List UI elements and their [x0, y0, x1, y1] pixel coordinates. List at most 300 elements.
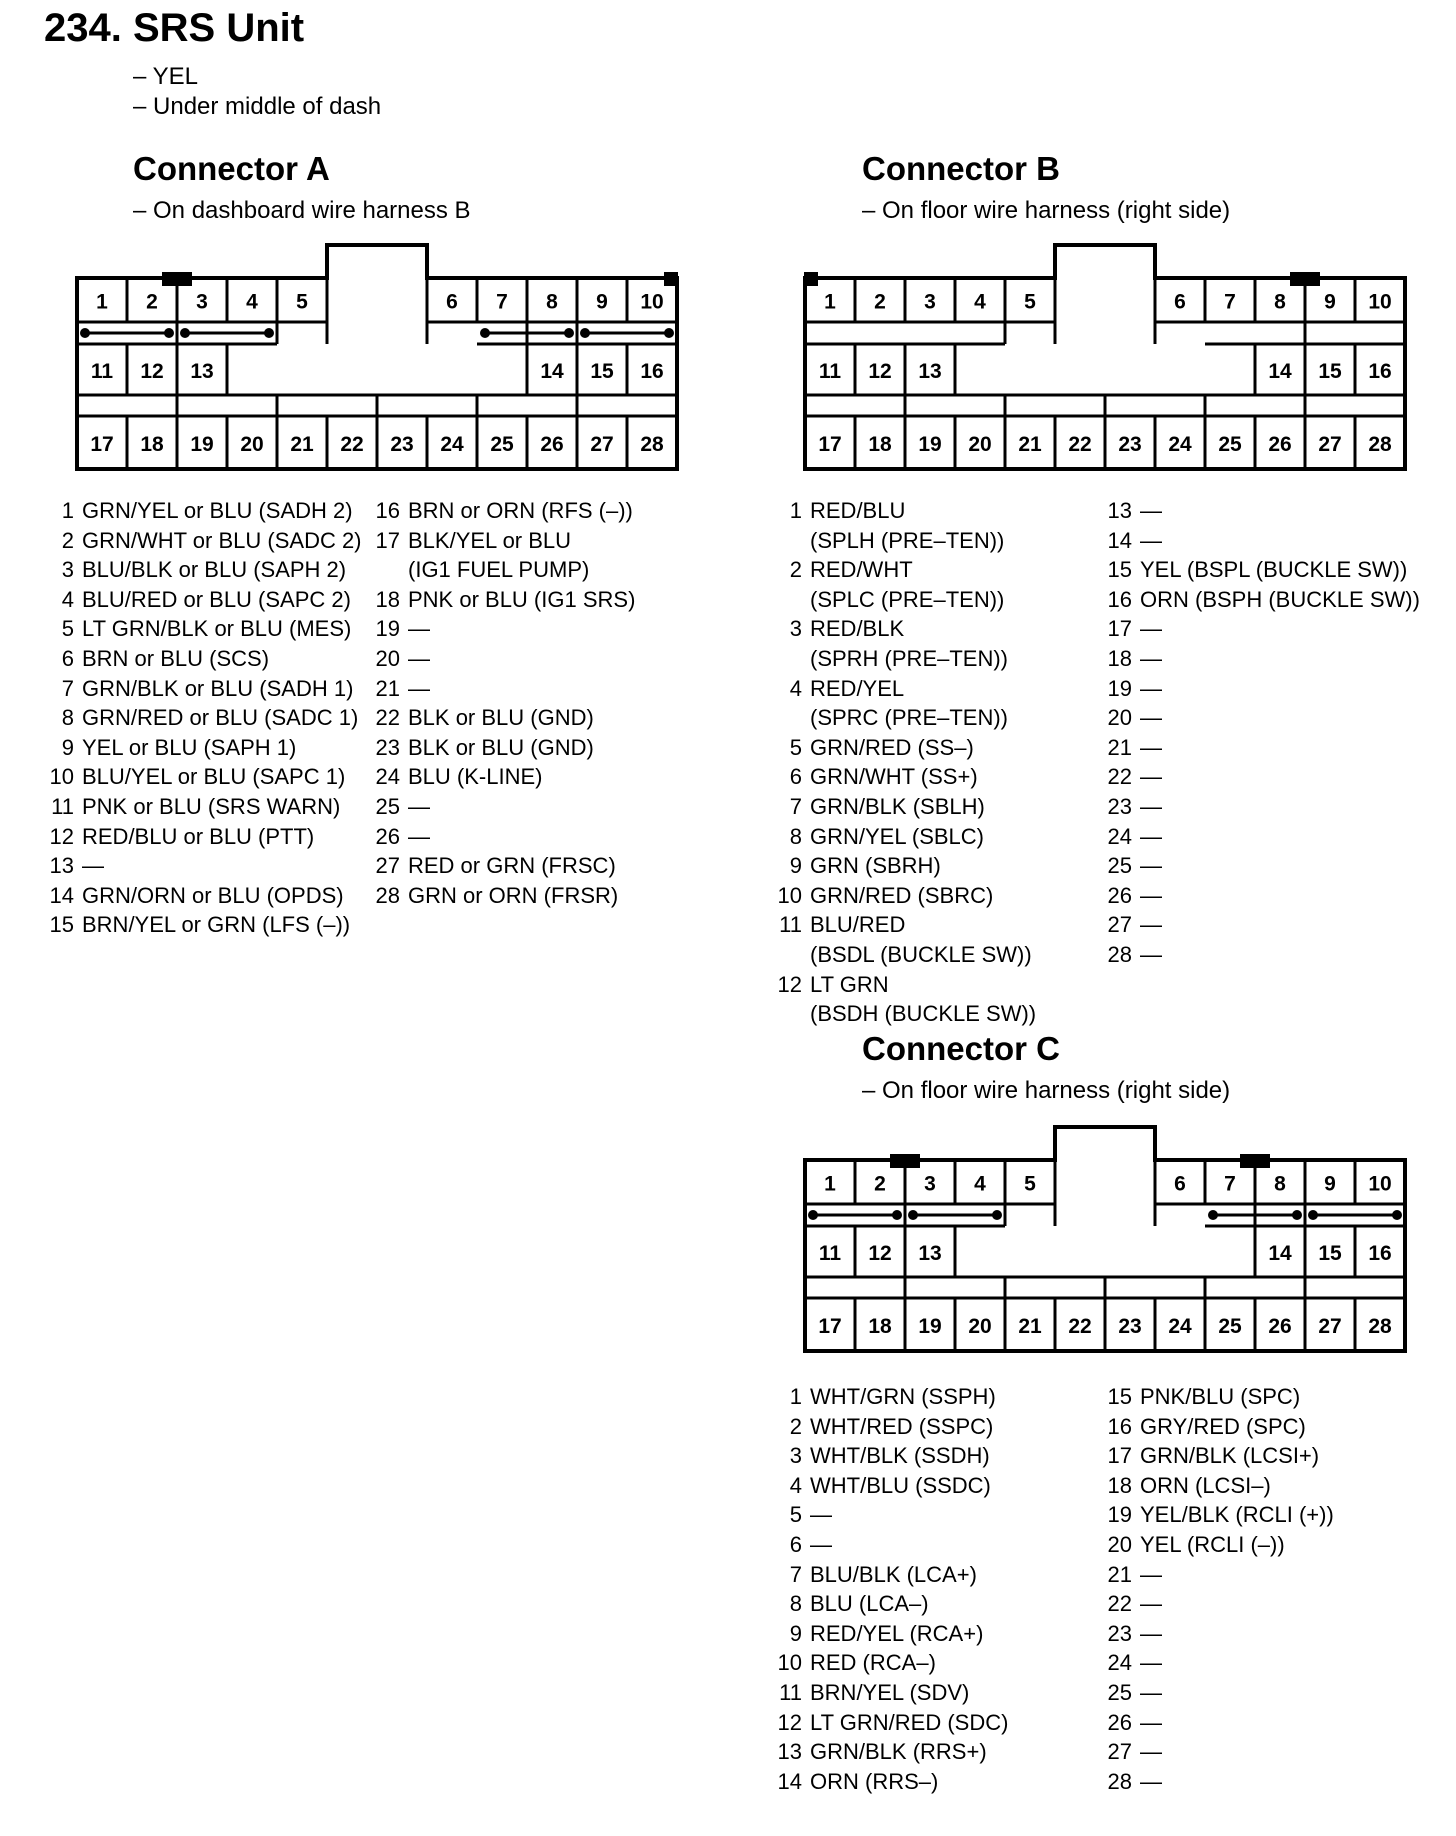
pin-label: 16	[640, 360, 664, 383]
pin-label: 23	[1118, 1315, 1142, 1338]
connector-a-face	[74, 242, 681, 472]
pin-number: 7	[789, 1561, 802, 1587]
pin-description: LT GRN/RED (SDC)	[810, 1709, 1009, 1735]
short-dot	[480, 328, 490, 338]
pin-description: —	[1140, 793, 1162, 819]
connector-a-location: – On dashboard wire harness B	[133, 197, 471, 224]
pin-number: 24	[1107, 1650, 1132, 1676]
pin-row	[1102, 526, 1420, 556]
lock-tab	[1240, 1154, 1270, 1168]
pin-label: 19	[918, 433, 942, 456]
pin-description: GRN/YEL (SBLC)	[810, 823, 985, 849]
connector-c-face	[802, 1124, 1409, 1354]
pin-description: —	[1140, 764, 1162, 790]
pin-description: GRN/RED (SBRC)	[810, 882, 994, 908]
pin-number: 18	[375, 586, 400, 612]
pin-number: 28	[1107, 941, 1132, 967]
pin-row	[1102, 1412, 1334, 1442]
lock-tab	[1290, 272, 1320, 286]
pin-number: 2	[61, 527, 74, 553]
pin-description: YEL or BLU (SAPH 1)	[82, 734, 297, 760]
pin-description: YEL/BLK (RCLI (+))	[1140, 1502, 1334, 1528]
pin-label: 22	[1068, 433, 1092, 456]
short-dot	[908, 1210, 918, 1220]
pin-description: GRN/BLK (LCSI+)	[1140, 1443, 1320, 1469]
pin-description: —	[408, 823, 430, 849]
pin-number: 5	[789, 1502, 802, 1528]
pin-label: 18	[140, 433, 164, 456]
pin-row	[1102, 703, 1420, 733]
pin-label: 9	[1324, 1172, 1336, 1196]
pin-description: —	[408, 645, 430, 671]
pin-row	[1102, 822, 1420, 852]
connector-b-title: Connector B	[862, 150, 1060, 187]
pin-description: BLU (LCA–)	[810, 1591, 929, 1617]
pin-number: 7	[789, 793, 802, 819]
pin-label: 13	[190, 360, 214, 383]
pin-description: GRN/RED or BLU (SADC 1)	[82, 705, 359, 731]
pin-label: 13	[918, 1242, 942, 1265]
pin-number: 27	[375, 853, 400, 879]
pin-label: 5	[1024, 1172, 1036, 1196]
pin-description: YEL (RCLI (–))	[1140, 1531, 1285, 1557]
pin-label: 28	[1368, 433, 1392, 456]
pin-number: 10	[777, 882, 802, 908]
connector-b-pinlist-col1	[772, 496, 1036, 1029]
pin-label: 23	[390, 433, 414, 456]
pin-number: 18	[1107, 645, 1132, 671]
pin-label: 1	[824, 290, 836, 314]
pin-number: 3	[789, 1443, 802, 1469]
pin-row	[1102, 1648, 1334, 1678]
pin-description: BRN/YEL (SDV)	[810, 1679, 970, 1705]
pin-description: BLU/BLK (LCA+)	[810, 1561, 977, 1587]
pin-label: 10	[1368, 1172, 1392, 1196]
pin-label: 23	[1118, 433, 1142, 456]
pin-number: 20	[375, 645, 400, 671]
pin-label: 22	[340, 433, 364, 456]
pin-row	[772, 910, 1036, 969]
pin-row	[1102, 1589, 1334, 1619]
pin-description: RED (RCA–)	[810, 1650, 936, 1676]
pin-number: 12	[49, 823, 74, 849]
pin-label: 12	[868, 360, 892, 383]
short-dot	[892, 1210, 902, 1220]
pin-label: 20	[968, 433, 992, 456]
short-dot	[808, 1210, 818, 1220]
pin-label: 27	[1318, 1315, 1342, 1338]
pin-description: —	[810, 1502, 832, 1528]
pin-description: BLK or BLU (GND)	[408, 705, 594, 731]
pin-number: 19	[375, 616, 400, 642]
pin-description: GRN (SBRH)	[810, 853, 941, 879]
pin-description: —	[408, 616, 430, 642]
pin-row	[44, 733, 362, 763]
connector-c-pinlist-col1	[772, 1382, 1008, 1796]
pin-label: 2	[874, 290, 886, 314]
pin-label: 21	[1018, 433, 1042, 456]
pin-row	[44, 614, 362, 644]
pin-label: 7	[496, 290, 508, 314]
pin-description: RED/WHT (SPLC (PRE–TEN))	[810, 557, 1005, 612]
pin-description: —	[1140, 853, 1162, 879]
pin-label: 1	[824, 1172, 836, 1196]
pin-label: 16	[1368, 360, 1392, 383]
pin-row	[772, 1589, 1008, 1619]
pin-description: —	[1140, 705, 1162, 731]
pin-description: GRN/ORN or BLU (OPDS)	[82, 882, 344, 908]
pin-label: 5	[1024, 290, 1036, 314]
pin-description: BLK or BLU (GND)	[408, 734, 594, 760]
pin-description: LT GRN/BLK or BLU (MES)	[82, 616, 352, 642]
pin-row	[372, 762, 635, 792]
pin-description: —	[1140, 1739, 1162, 1765]
short-dot	[580, 328, 590, 338]
pin-number: 13	[1107, 498, 1132, 523]
pin-number: 1	[789, 498, 802, 523]
pin-label: 20	[968, 1315, 992, 1338]
connector-c-pinlist-col2	[1102, 1382, 1334, 1796]
pin-description: WHT/BLU (SSDC)	[810, 1472, 991, 1498]
pin-label: 17	[818, 433, 842, 456]
pin-description: GRY/RED (SPC)	[1140, 1413, 1306, 1439]
pin-label: 10	[640, 290, 664, 314]
pin-label: 7	[1224, 290, 1236, 314]
lock-tab	[162, 272, 192, 286]
pin-row	[372, 614, 635, 644]
pin-description: —	[1140, 912, 1162, 938]
pin-description: GRN/WHT (SS+)	[810, 764, 978, 790]
pin-description: —	[1140, 616, 1162, 642]
pin-number: 2	[789, 557, 802, 583]
pin-row	[1102, 555, 1420, 585]
pin-number: 21	[375, 675, 400, 701]
pin-number: 8	[789, 823, 802, 849]
pin-number: 8	[61, 705, 74, 731]
pin-row	[1102, 940, 1420, 970]
pin-row	[1102, 910, 1420, 940]
pin-row	[772, 1619, 1008, 1649]
pin-label: 28	[1368, 1315, 1392, 1338]
pin-label: 26	[1268, 1315, 1292, 1338]
pin-row	[772, 1648, 1008, 1678]
pin-label: 3	[196, 290, 208, 314]
pin-row	[772, 1767, 1008, 1797]
pin-label: 6	[446, 290, 458, 314]
pin-row	[1102, 1382, 1334, 1412]
pin-label: 2	[874, 1172, 886, 1196]
pin-label: 7	[1224, 1172, 1236, 1196]
pin-description: RED/BLU (SPLH (PRE–TEN))	[810, 498, 1005, 553]
pin-row	[372, 733, 635, 763]
lock-tab	[890, 1154, 920, 1168]
pin-number: 1	[61, 498, 74, 523]
pin-description: —	[1140, 1679, 1162, 1705]
pin-description: —	[408, 675, 430, 701]
pin-number: 9	[789, 1620, 802, 1646]
pin-label: 22	[1068, 1315, 1092, 1338]
pin-label: 19	[918, 1315, 942, 1338]
pin-row	[772, 1678, 1008, 1708]
pin-label: 14	[1268, 360, 1292, 383]
pin-row	[372, 881, 635, 911]
pin-label: 27	[1318, 433, 1342, 456]
pin-label: 4	[246, 290, 258, 314]
pin-number: 23	[375, 734, 400, 760]
pin-label: 18	[868, 1315, 892, 1338]
pin-number: 10	[49, 764, 74, 790]
pin-row	[772, 733, 1036, 763]
pin-description: RED/YEL (RCA+)	[810, 1620, 984, 1646]
pin-row	[772, 1471, 1008, 1501]
pin-description: PNK or BLU (SRS WARN)	[82, 793, 341, 819]
pin-number: 5	[789, 734, 802, 760]
pin-row	[44, 555, 362, 585]
pin-row	[44, 703, 362, 733]
pin-label: 6	[1174, 290, 1186, 314]
pin-row	[772, 822, 1036, 852]
pin-description: GRN/BLK (RRS+)	[810, 1739, 987, 1765]
short-dot	[80, 328, 90, 338]
pin-label: 8	[1274, 1172, 1286, 1196]
pin-number: 16	[1107, 1413, 1132, 1439]
pin-number: 4	[61, 586, 74, 612]
pin-description: —	[1140, 675, 1162, 701]
pin-label: 9	[1324, 290, 1336, 314]
pin-description: —	[1140, 498, 1162, 523]
pin-label: 9	[596, 290, 608, 314]
pin-label: 3	[924, 1172, 936, 1196]
pin-row	[44, 585, 362, 615]
pin-row	[1102, 614, 1420, 644]
pin-number: 15	[1107, 1384, 1132, 1409]
pin-number: 16	[1107, 586, 1132, 612]
pin-description: —	[1140, 882, 1162, 908]
pin-number: 24	[375, 764, 400, 790]
page-title: 234. SRS Unit	[44, 6, 305, 50]
pin-row	[1102, 496, 1420, 526]
pin-row	[772, 1441, 1008, 1471]
pin-label: 26	[1268, 433, 1292, 456]
pin-number: 3	[789, 616, 802, 642]
pin-row	[1102, 1737, 1334, 1767]
pin-row	[1102, 762, 1420, 792]
pin-number: 5	[61, 616, 74, 642]
pin-number: 27	[1107, 1739, 1132, 1765]
pin-number: 26	[375, 823, 400, 849]
pin-number: 8	[789, 1591, 802, 1617]
pin-description: —	[1140, 1561, 1162, 1587]
pin-row	[1102, 585, 1420, 615]
pin-number: 26	[1107, 882, 1132, 908]
pin-number: 6	[789, 764, 802, 790]
pin-description: WHT/GRN (SSPH)	[810, 1384, 996, 1409]
color-note: – YEL	[133, 63, 198, 90]
pin-label: 2	[146, 290, 158, 314]
pin-row	[772, 1412, 1008, 1442]
pin-description: WHT/BLK (SSDH)	[810, 1443, 990, 1469]
pin-number: 17	[1107, 1443, 1132, 1469]
pin-label: 4	[974, 1172, 986, 1196]
pin-row	[1102, 1471, 1334, 1501]
pin-description: BLU/RED or BLU (SAPC 2)	[82, 586, 351, 612]
pin-description: YEL (BSPL (BUCKLE SW))	[1140, 557, 1408, 583]
pin-label: 25	[1218, 433, 1242, 456]
short-dot	[1292, 1210, 1302, 1220]
pin-row	[1102, 1678, 1334, 1708]
pin-row	[372, 674, 635, 704]
pin-description: —	[1140, 1768, 1162, 1794]
pin-number: 17	[375, 527, 400, 553]
pin-row	[1102, 1500, 1334, 1530]
pin-description: —	[1140, 1620, 1162, 1646]
pin-row	[1102, 1767, 1334, 1797]
pin-description: RED/YEL (SPRC (PRE–TEN))	[810, 675, 1009, 731]
pin-description: BLU/BLK or BLU (SAPH 2)	[82, 557, 347, 583]
pin-number: 17	[1107, 616, 1132, 642]
pin-description: RED/BLU or BLU (PTT)	[82, 823, 315, 849]
pin-label: 8	[546, 290, 558, 314]
pin-label: 25	[490, 433, 514, 456]
connector-a-title: Connector A	[133, 150, 330, 187]
pin-number: 11	[51, 793, 74, 819]
pin-number: 22	[1107, 764, 1132, 790]
connector-b-pinlist-col2	[1102, 496, 1420, 970]
pin-row	[772, 674, 1036, 733]
pin-description: ORN (LCSI–)	[1140, 1472, 1271, 1498]
pin-row	[372, 792, 635, 822]
pin-number: 3	[61, 557, 74, 583]
pin-row	[1102, 1560, 1334, 1590]
pin-row	[44, 526, 362, 556]
pin-label: 16	[1368, 1242, 1392, 1265]
pin-description: GRN/WHT or BLU (SADC 2)	[82, 527, 362, 553]
pin-description: —	[82, 853, 104, 879]
pin-row	[44, 881, 362, 911]
pin-description: BRN or BLU (SCS)	[82, 645, 270, 671]
pin-label: 11	[818, 360, 842, 383]
pin-description: ORN (BSPH (BUCKLE SW))	[1140, 586, 1420, 612]
pin-description: GRN/BLK (SBLH)	[810, 793, 985, 819]
pin-number: 10	[777, 1650, 802, 1676]
pin-description: BLU/RED (BSDL (BUCKLE SW))	[810, 912, 1032, 967]
pin-number: 25	[1107, 853, 1132, 879]
pin-description: —	[1140, 1650, 1162, 1676]
pin-row	[1102, 851, 1420, 881]
pin-number: 6	[61, 645, 74, 671]
pin-row	[772, 1500, 1008, 1530]
pin-label: 26	[540, 433, 564, 456]
lock-tab	[804, 272, 818, 286]
pin-label: 11	[818, 1242, 842, 1265]
pin-description: GRN/BLK or BLU (SADH 1)	[82, 675, 354, 701]
pin-row	[44, 674, 362, 704]
pin-row	[772, 762, 1036, 792]
short-dot	[1208, 1210, 1218, 1220]
pin-number: 23	[1107, 1620, 1132, 1646]
pin-number: 22	[375, 705, 400, 731]
pin-row	[1102, 644, 1420, 674]
pin-row	[772, 1737, 1008, 1767]
pin-label: 3	[924, 290, 936, 314]
pin-row	[1102, 1619, 1334, 1649]
pin-row	[1102, 1530, 1334, 1560]
pin-label: 8	[1274, 290, 1286, 314]
pin-label: 4	[974, 290, 986, 314]
pin-row	[372, 822, 635, 852]
pin-row	[44, 644, 362, 674]
pin-row	[372, 585, 635, 615]
pin-description: —	[408, 793, 430, 819]
pin-number: 28	[375, 882, 400, 908]
pin-row	[772, 1530, 1008, 1560]
pin-label: 1	[96, 290, 108, 314]
pin-label: 27	[590, 433, 614, 456]
pin-label: 18	[868, 433, 892, 456]
pin-label: 17	[90, 433, 114, 456]
pin-number: 22	[1107, 1591, 1132, 1617]
pin-row	[772, 496, 1036, 555]
pin-label: 15	[1318, 360, 1342, 383]
pin-row	[44, 822, 362, 852]
pin-label: 15	[590, 360, 614, 383]
pin-description: RED/BLK (SPRH (PRE–TEN))	[810, 616, 1009, 671]
pin-row	[772, 1708, 1008, 1738]
pin-row	[372, 703, 635, 733]
pin-number: 27	[1107, 912, 1132, 938]
pin-number: 9	[61, 734, 74, 760]
pin-row	[1102, 881, 1420, 911]
pin-number: 11	[779, 912, 802, 938]
pin-row	[772, 881, 1036, 911]
pin-number: 6	[789, 1531, 802, 1557]
pin-description: LT GRN (BSDH (BUCKLE SW))	[810, 971, 1037, 1027]
short-dot	[264, 328, 274, 338]
pin-number: 23	[1107, 793, 1132, 819]
pin-label: 14	[1268, 1242, 1292, 1265]
pin-number: 12	[777, 1709, 802, 1735]
pin-row	[44, 496, 362, 526]
pin-label: 17	[818, 1315, 842, 1338]
pin-label: 25	[1218, 1315, 1242, 1338]
pin-number: 13	[49, 853, 74, 879]
connector-b-location: – On floor wire harness (right side)	[862, 197, 1231, 224]
pin-row	[772, 555, 1036, 614]
pin-description: BRN or ORN (RFS (–))	[408, 498, 633, 523]
short-dot	[180, 328, 190, 338]
pin-row	[1102, 1441, 1334, 1471]
pin-description: —	[1140, 1709, 1162, 1735]
pin-description: GRN/RED (SS–)	[810, 734, 974, 760]
pin-description: BLK/YEL or BLU (IG1 FUEL PUMP)	[408, 527, 590, 583]
pin-label: 24	[440, 433, 464, 456]
pin-row	[772, 614, 1036, 673]
pin-description: —	[1140, 527, 1162, 553]
pin-number: 7	[61, 675, 74, 701]
pin-row	[372, 496, 635, 526]
pin-row	[1102, 1708, 1334, 1738]
connector-b-face	[802, 242, 1409, 472]
pin-description: WHT/RED (SSPC)	[810, 1413, 994, 1439]
pin-description: RED or GRN (FRSC)	[408, 853, 616, 879]
pin-number: 26	[1107, 1709, 1132, 1735]
connector-a-pinlist-col1	[44, 496, 362, 940]
pin-number: 21	[1107, 734, 1132, 760]
pin-number: 1	[789, 1384, 802, 1409]
pin-row	[372, 526, 635, 585]
pin-number: 14	[1107, 527, 1132, 553]
short-dot	[1392, 1210, 1402, 1220]
